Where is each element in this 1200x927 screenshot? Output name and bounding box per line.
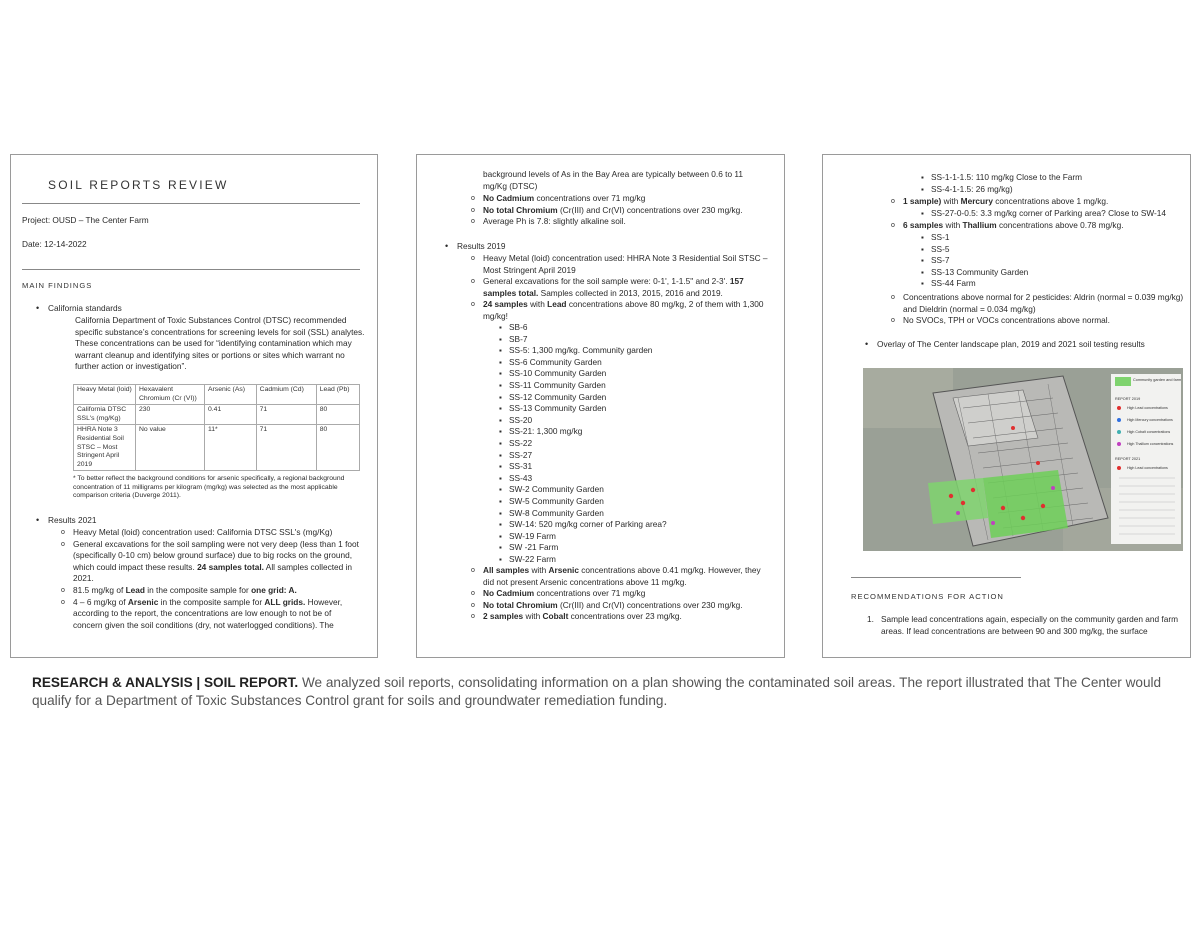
- item-bold: one grid: A.: [251, 584, 297, 595]
- table-header: Cadmium (Cd): [256, 385, 316, 405]
- list-item: [457, 241, 767, 253]
- report-page-3: [822, 154, 1191, 658]
- table-footnote: * To better reflect the background conditions for arsenic specifically, a regional background concentration of 11 milligrams per kilogram (mg/kg) was selected as the most applicable comparison criteria (Duverge 2011).: [73, 475, 345, 500]
- list-item: [483, 600, 773, 612]
- list-item: [483, 611, 773, 623]
- sample-item: ▪ SS-43: [509, 473, 769, 485]
- item-bold: Cobalt: [542, 611, 569, 622]
- item-text: in the composite sample for: [147, 584, 249, 595]
- sample-item: ▪ SS-21: 1,300 mg/kg: [509, 426, 769, 438]
- continued-text: background levels of As in the Bay Area are typically between 0.6 to 11 mg/Kg (DTSC): [483, 169, 743, 191]
- table-header: Heavy Metal (loid): [74, 385, 136, 405]
- list-item: [877, 339, 1187, 351]
- item-text: (Cr(III) and Cr(VI) concentrations over 230 mg/kg.: [559, 599, 743, 610]
- item-text: SS-1-1-1.5: 110 mg/kg Close to the Farm: [931, 172, 1083, 182]
- caption-text: We analyzed soil reports, consolidating information on a plan showing the contaminated soil areas. The report illustrated that The Center would qualify for a Department of Toxic Substances Control grant for soils and groundwater remediation funding.: [32, 675, 1162, 708]
- list-item: [903, 292, 1188, 315]
- legend-label: High Lead concentrations: [1127, 466, 1168, 470]
- sample-item: ▪ SS-1: [931, 232, 1181, 244]
- report-page-2: [416, 154, 785, 658]
- report-title: SOIL REPORTS REVIEW: [48, 178, 229, 192]
- legend-label: High Lead concentrations: [1127, 406, 1168, 410]
- divider: [22, 203, 360, 204]
- table-cell: No value: [136, 425, 205, 471]
- item-bold: Lead: [547, 299, 567, 310]
- table-cell: 230: [136, 405, 205, 425]
- item-bold: Arsenic: [548, 565, 579, 575]
- table-cell: 0.41: [205, 405, 257, 425]
- legend-label: High Cobalt concentrations: [1127, 430, 1171, 434]
- sample-item: ▪ SS-12 Community Garden: [509, 392, 769, 404]
- list-item: [483, 205, 773, 217]
- list-item: [73, 585, 363, 597]
- table-header: Lead (Pb): [316, 385, 359, 405]
- table-header: Arsenic (As): [205, 385, 257, 405]
- item-text: concentrations above 80 mg/kg, 2 of them with 1,300 mg/kg!: [483, 299, 764, 321]
- project-line: Project: OUSD – The Center Farm: [22, 215, 149, 225]
- item-bold: 2 samples: [483, 611, 524, 622]
- sample-item: ▪ SW -21 Farm: [509, 542, 769, 554]
- item-text: concentrations over 71 mg/kg: [536, 193, 646, 203]
- results-2019-heading: Results 2019: [457, 241, 506, 251]
- list-number: 1.: [867, 614, 874, 624]
- item-text: Heavy Metal (loid) concentration used: HHRA Note 3 Residential Soil STSC – Most Stringent April 2019: [483, 253, 768, 275]
- sample-item: ▪ SW-2 Community Garden: [509, 484, 769, 496]
- list-item: [73, 539, 363, 585]
- list-item: [931, 172, 1181, 184]
- item-bold: All samples: [483, 565, 530, 575]
- table-cell: HHRA Note 3 Residential Soil STSC – Most Stringent April 2019: [74, 425, 136, 471]
- sample-item: ▪ SW-14: 520 mg/kg corner of Parking area?: [509, 519, 769, 531]
- sample-item: ▪ SS-44 Farm: [931, 278, 1181, 290]
- item-text: No SVOCs, TPH or VOCs concentrations above normal.: [903, 315, 1110, 326]
- list-item: [483, 253, 773, 276]
- list-item: [903, 315, 1188, 327]
- lead-sample-list: [509, 322, 769, 565]
- legend-label: REPORT 2021: [1115, 457, 1141, 461]
- item-text: with: [945, 220, 961, 230]
- table-cell: 11*: [205, 425, 257, 471]
- sample-item: ▪ SS-11 Community Garden: [509, 380, 769, 392]
- item-bold: 24 samples: [483, 299, 528, 310]
- item-text: SS-4-1-1.5: 26 mg/kg): [931, 183, 1013, 194]
- item-bold: No total Chromium: [483, 599, 558, 610]
- item-text: All samples collected in 2021.: [73, 561, 353, 584]
- item-text: Samples collected in 2013, 2015, 2016 and 2019.: [540, 287, 723, 298]
- table-cell: California DTSC SSL's (mg/Kg): [74, 405, 136, 425]
- caption: [32, 674, 1182, 709]
- list-item: [48, 303, 363, 315]
- sample-item: ▪ SS-6 Community Garden: [509, 357, 769, 369]
- thallium-sample-list: [931, 232, 1181, 290]
- item-text: 81.5 mg/kg of: [73, 584, 124, 595]
- item-text: However, according to the report, the concentrations are low enough to not be of concern given the soil conditions (dry, not waterlogged conditions). The: [73, 596, 343, 630]
- list-item: [73, 597, 363, 632]
- item-text: concentrations above 0.78 mg/kg.: [998, 220, 1124, 230]
- date-line: Date: 12-14-2022: [22, 239, 87, 249]
- sample-item: ▪ SS-10 Community Garden: [509, 368, 769, 380]
- item-text: Concentrations above normal for 2 pesticides: Aldrin (normal = 0.039 mg/kg) and Dieldrin (normal = 0.034 mg/kg): [903, 292, 1184, 314]
- list-item: [483, 276, 773, 299]
- ca-standards-heading: California standards: [48, 303, 122, 313]
- item-bold: Lead: [125, 584, 145, 595]
- caption-heading: RESEARCH & ANALYSIS | SOIL REPORT.: [32, 675, 299, 690]
- table-cell: 71: [256, 405, 316, 425]
- results-2021-heading: Results 2021: [48, 515, 97, 525]
- sample-item: ▪ SS-13 Community Garden: [931, 267, 1181, 279]
- sample-item: ▪ SW-22 Farm: [509, 554, 769, 566]
- item-text: concentrations over 23 mg/kg.: [570, 611, 682, 622]
- section-recommendations: RECOMMENDATIONS FOR ACTION: [851, 592, 1004, 601]
- ca-paragraph: California Department of Toxic Substances Control (DTSC) recommended specific substance’s concentrations for screening levels for soil (SSL) analytes. These concentrations can be used for “identifying contamination which may warrant cleanup and identifying sites or portions or sites which warrant no further action or investigation”.: [75, 315, 365, 372]
- item-text: General excavations for the soil sampling were not very deep (less than 1 foot (specifically 0-10 cm) below ground surface) due to big rocks on the ground, which could impact these results.: [73, 538, 359, 572]
- sample-item: ▪ SS-27: [509, 450, 769, 462]
- list-item: [483, 216, 773, 228]
- legend-label: High Thallium concentrations: [1127, 442, 1174, 446]
- item-bold: Mercury: [960, 196, 993, 206]
- overlay-caption: Overlay of The Center landscape plan, 2019 and 2021 soil testing results: [877, 339, 1145, 349]
- legend-label: High Mercury concentrations: [1127, 418, 1173, 422]
- item-bold: Thallium: [962, 220, 997, 230]
- item-bold: 157 samples total.: [483, 276, 744, 298]
- site-overlay-map: [863, 368, 1183, 551]
- list-item: [903, 196, 1188, 208]
- list-item: [903, 220, 1188, 232]
- table-cell: 71: [256, 425, 316, 471]
- sample-item: ▪ SW-8 Community Garden: [509, 508, 769, 520]
- item-bold: 6 samples: [903, 220, 944, 230]
- sample-item: ▪ SS-7: [931, 255, 1181, 267]
- item-bold: 1 sample): [903, 196, 942, 206]
- table-header-row: [74, 385, 360, 405]
- item-text: Average Ph is 7.8: slightly alkaline soil.: [483, 216, 626, 227]
- item-bold: No Cadmium: [483, 588, 535, 599]
- item-text: concentrations above 0.41 mg/kg. However, they did not present Arsenic concentrations above 11 mg/kg.: [483, 565, 761, 587]
- sample-item: ▪ SS-5: [931, 244, 1181, 256]
- item-text: with: [531, 565, 547, 575]
- list-item: [483, 588, 773, 600]
- table-row: [74, 425, 360, 471]
- divider: [851, 577, 1021, 578]
- sample-item: ▪ SB-6: [509, 322, 769, 334]
- heavy-metal-table: [73, 384, 360, 471]
- list-item: [73, 527, 363, 539]
- item-bold: Arsenic: [127, 596, 159, 607]
- farm-area: [983, 470, 1068, 538]
- item-text: in the composite sample for: [160, 596, 263, 607]
- recommendation-1: Sample lead concentrations again, especially on the community garden and farm areas. If lead concentrations are between 90 and 300 mg/kg, the surface: [881, 614, 1179, 636]
- community-garden-area: [928, 478, 988, 524]
- legend-label: Community garden and farm: [1133, 378, 1182, 382]
- item-text: SS-27-0-0.5: 3.3 mg/kg corner of Parking area? Close to SW-14: [931, 208, 1167, 218]
- sample-item: ▪ SS-13 Community Garden: [509, 403, 769, 415]
- report-page-1: [10, 154, 378, 658]
- item-text: with: [943, 196, 959, 206]
- aerial-plan-graphic: [863, 368, 1183, 551]
- list-item: [483, 299, 773, 322]
- list-item: [48, 515, 363, 527]
- table-header: Hexavalent Chromium (Cr (VI)): [136, 385, 205, 405]
- item-text: with: [525, 611, 541, 622]
- table-cell: 80: [316, 425, 359, 471]
- divider: [22, 269, 360, 270]
- item-bold: ALL grids.: [264, 596, 306, 607]
- item-text: (Cr(III) and Cr(VI) concentrations over 230 mg/kg.: [559, 204, 743, 215]
- list-item: [931, 208, 1186, 220]
- item-text: concentrations above 1 mg/kg.: [995, 196, 1109, 206]
- item-bold: No total Chromium: [483, 204, 558, 215]
- sample-item: ▪ SW-5 Community Garden: [509, 496, 769, 508]
- item-text: Heavy Metal (loid) concentration used: California DTSC SSL's (mg/Kg): [73, 527, 333, 537]
- sample-item: ▪ SS-31: [509, 461, 769, 473]
- item-text: General excavations for the soil sample were: 0-1', 1-1.5" and 2-3'.: [483, 276, 728, 287]
- item-text: concentrations over 71 mg/kg: [536, 588, 646, 599]
- sample-item: ▪ SS-5: 1,300 mg/kg. Community garden: [509, 345, 769, 357]
- legend-label: REPORT 2019: [1115, 397, 1141, 401]
- item-bold: No Cadmium: [483, 193, 535, 203]
- list-item: [931, 184, 1181, 196]
- sample-item: ▪ SB-7: [509, 334, 769, 346]
- list-item: [483, 193, 773, 205]
- sample-item: ▪ SS-20: [509, 415, 769, 427]
- sample-item: ▪ SS-22: [509, 438, 769, 450]
- table-row: [74, 405, 360, 425]
- item-text: with: [530, 299, 545, 310]
- table-cell: 80: [316, 405, 359, 425]
- item-text: 4 – 6 mg/kg of: [73, 596, 126, 607]
- item-bold: 24 samples total.: [197, 561, 264, 572]
- sample-item: ▪ SW-19 Farm: [509, 531, 769, 543]
- section-main-findings: MAIN FINDINGS: [22, 281, 93, 290]
- list-item: [483, 565, 773, 588]
